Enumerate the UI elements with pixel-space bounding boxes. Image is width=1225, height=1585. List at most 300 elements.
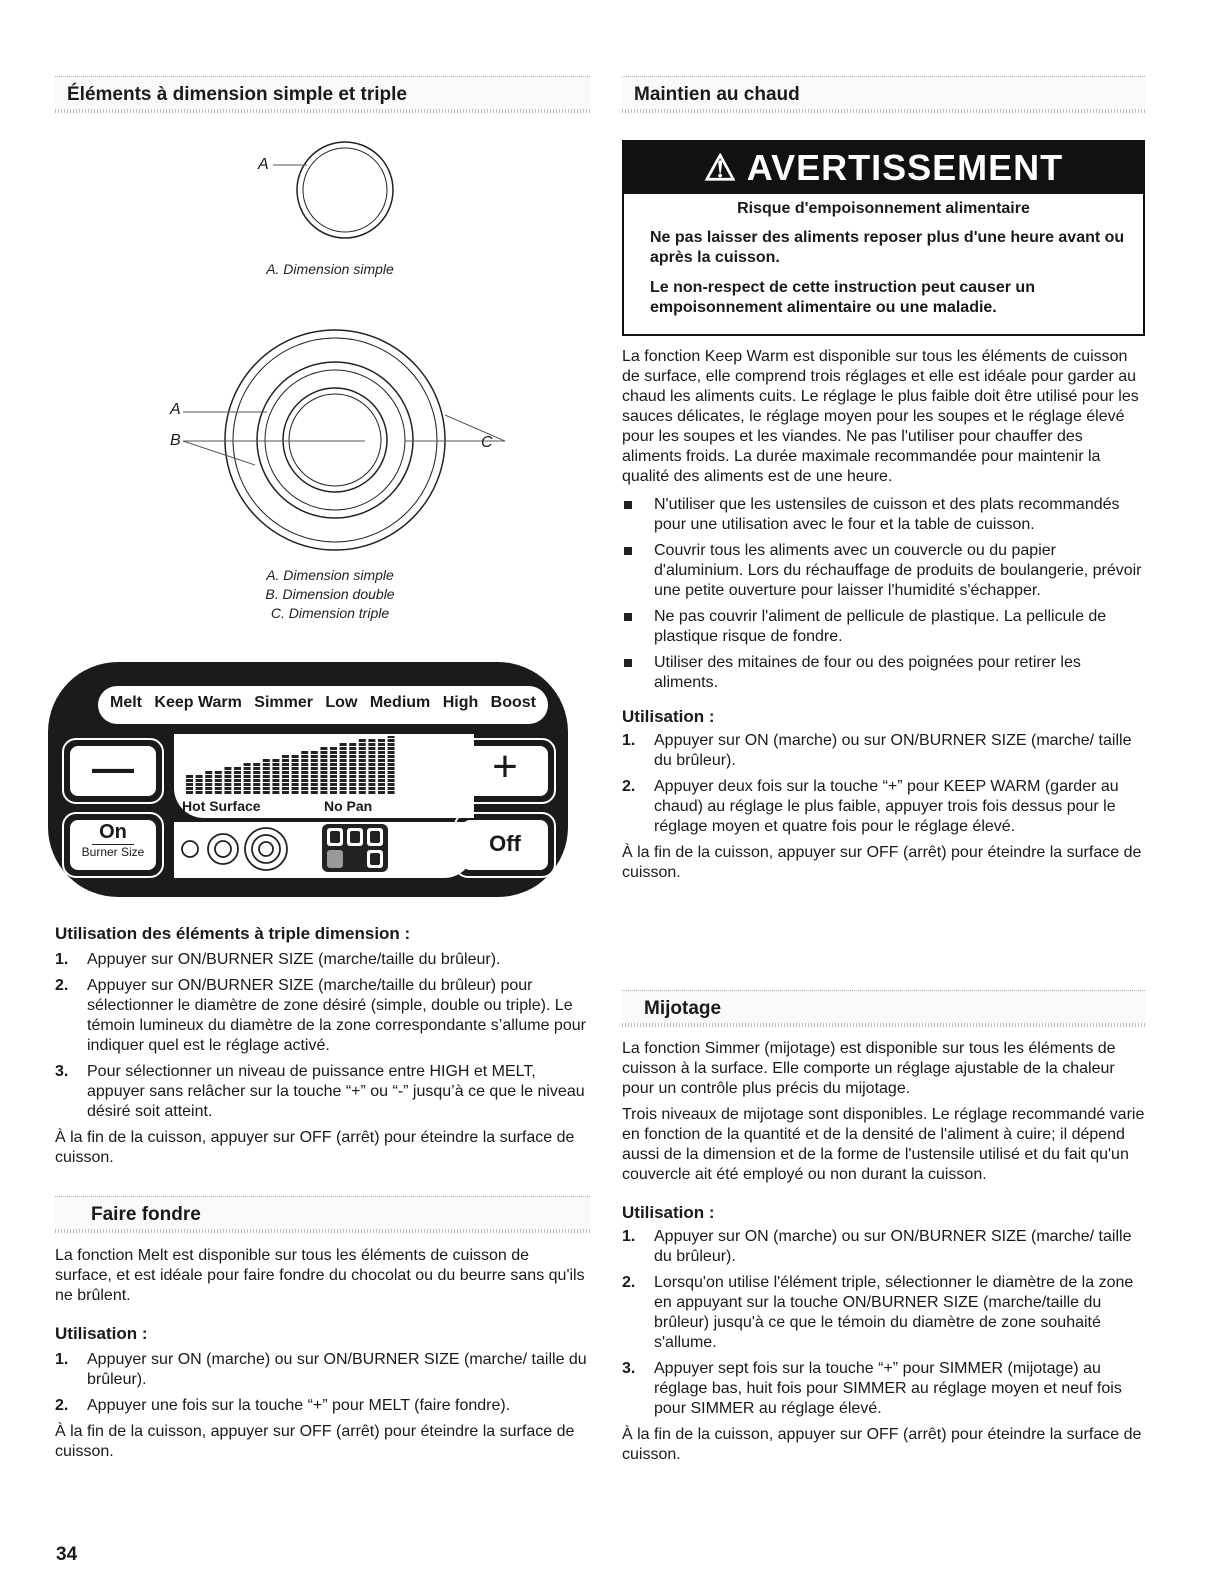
meter-segment: [340, 767, 347, 770]
meter-segment: [215, 775, 222, 778]
meter-segment: [330, 759, 337, 762]
control-panel: [48, 662, 568, 897]
meter-segment: [253, 791, 260, 794]
meter-segment: [263, 783, 270, 786]
meter-segment: [340, 751, 347, 754]
meter-segment: [234, 783, 241, 786]
meter-segment: [378, 775, 385, 778]
meter-segment: [349, 763, 356, 766]
meter-segment: [205, 783, 212, 786]
meter-segment: [224, 771, 231, 774]
section-title: Mijotage: [644, 998, 722, 1019]
meter-segment: [292, 771, 299, 774]
meter-segment: [253, 787, 260, 790]
meter-segment: [234, 771, 241, 774]
meter-segment: [388, 751, 395, 754]
use-title: Utilisation :: [622, 1203, 715, 1222]
meter-segment: [301, 755, 308, 758]
meter-segment: [253, 767, 260, 770]
meter-segment: [282, 771, 289, 774]
meter-segment: [320, 779, 327, 782]
warning-icon: ⚠: [703, 147, 738, 188]
list-item: 2. Lorsqu'on utilise l'élément triple, sélectionner le diamètre de la zone en appuyant sur la touche ON/BURNER SIZE (marche/taille du brûleur) jusqu'à ce que le témoin du diamètre de zone souhaité s'allume.: [622, 1274, 1134, 1351]
meter-segment: [292, 759, 299, 762]
meter-segment: [378, 755, 385, 758]
meter-segment: [320, 775, 327, 778]
melt-section: [55, 1246, 590, 1462]
meter-segment: [330, 771, 337, 774]
meter-segment: [215, 783, 222, 786]
meter-segment: [359, 775, 366, 778]
meter-segment: [359, 767, 366, 770]
meter-segment: [340, 779, 347, 782]
meter-segment: [292, 763, 299, 766]
meter-segment: [349, 771, 356, 774]
meter-segment: [388, 747, 395, 750]
meter-segment: [272, 767, 279, 770]
meter-segment: [263, 779, 270, 782]
meter-segment: [388, 771, 395, 774]
meter-segment: [320, 747, 327, 750]
meter-segment: [349, 755, 356, 758]
meter-segment: [292, 783, 299, 786]
meter-segment: [215, 771, 222, 774]
meter-segment: [311, 751, 318, 754]
meter-segment: [224, 775, 231, 778]
meter-segment: [388, 743, 395, 746]
meter-segment: [311, 787, 318, 790]
meter-segment: [378, 747, 385, 750]
meter-segment: [205, 771, 212, 774]
meter-segment: [282, 763, 289, 766]
meter-segment: [215, 779, 222, 782]
simmer-section: [622, 1039, 1145, 1465]
level-simmer: Simmer: [254, 694, 313, 711]
meter-segment: [292, 779, 299, 782]
list-item: N'utiliser que les ustensiles de cuisson et des plats recommandés pour une utilisation avec le four et la table de cuisson.: [622, 495, 1145, 535]
meter-segment: [349, 767, 356, 770]
meter-segment: [196, 791, 203, 794]
use-title: Utilisation :: [622, 707, 715, 726]
meter-segment: [263, 763, 270, 766]
warning-box: [622, 140, 1145, 336]
meter-segment: [244, 787, 251, 790]
meter-segment: [330, 783, 337, 786]
figure-caption-b: B. Dimension double: [265, 586, 395, 602]
meter-segment: [253, 763, 260, 766]
indicator-area: [174, 822, 474, 878]
level-high: High: [442, 694, 479, 711]
meter-segment: [205, 779, 212, 782]
section-header-melt: [55, 1196, 590, 1233]
meter-segment: [359, 779, 366, 782]
plus-icon: +: [462, 746, 548, 796]
simmer-p2: Trois niveaux de mijotage sont disponibles. Le réglage recommandé varie en fonction de la quantité et de la densité de l'aliment à cuire; il dépend aussi de la dimension et de la forme de l'ustensile utilisé et du fait qu'un couvercle ait été employé ou non durant la cuisson.: [622, 1106, 1145, 1183]
meter-segment: [186, 775, 193, 778]
meter-segment: [234, 767, 241, 770]
meter-segment: [368, 783, 375, 786]
meter-segment: [292, 787, 299, 790]
no-pan-grid-icon: [322, 824, 388, 874]
meter-segment: [330, 775, 337, 778]
section-header-keep-warm: [622, 76, 1145, 113]
meter-segment: [234, 787, 241, 790]
meter-segment: [330, 755, 337, 758]
meter-segment: [234, 791, 241, 794]
meter-segment: [349, 743, 356, 746]
meter-segment: [253, 771, 260, 774]
meter-segment: [244, 767, 251, 770]
meter-segment: [378, 743, 385, 746]
meter-segment: [282, 755, 289, 758]
meter-segment: [368, 767, 375, 770]
meter-segment: [282, 767, 289, 770]
meter-segment: [311, 755, 318, 758]
meter-segment: [244, 763, 251, 766]
section-header-elements: [55, 76, 590, 113]
triple-title: Utilisation des éléments à triple dimension :: [55, 924, 411, 943]
zone-indicator-icon: [178, 824, 298, 874]
meter-segment: [359, 747, 366, 750]
meter-segment: [186, 787, 193, 790]
meter-segment: [378, 739, 385, 742]
meter-segment: [368, 739, 375, 742]
simmer-steps: [622, 1227, 1145, 1419]
single-element-diagram: [245, 135, 405, 255]
meter-segment: [388, 767, 395, 770]
meter-segment: [282, 787, 289, 790]
meter-segment: [244, 779, 251, 782]
meter-segment: [272, 771, 279, 774]
meter-segment: [320, 763, 327, 766]
meter-segment: [388, 775, 395, 778]
meter-segment: [263, 791, 270, 794]
meter-segment: [301, 787, 308, 790]
meter-segment: [378, 779, 385, 782]
burner-size-label: Burner Size: [81, 845, 145, 859]
meter-segment: [320, 783, 327, 786]
label-b: B: [170, 432, 181, 449]
meter-segment: [330, 791, 337, 794]
hot-surface-label: Hot Surface: [182, 798, 261, 814]
meter-segment: [292, 791, 299, 794]
warning-text-2: Le non-respect de cette instruction peut causer un empoisonnement alimentaire ou une maladie.: [650, 279, 1035, 316]
meter-segment: [205, 787, 212, 790]
meter-segment: [196, 783, 203, 786]
display-area: [174, 734, 474, 818]
section-title: Faire fondre: [91, 1204, 201, 1225]
off-label: Off: [462, 820, 548, 870]
meter-segment: [388, 783, 395, 786]
meter-segment: [292, 767, 299, 770]
meter-segment: [359, 783, 366, 786]
meter-segment: [368, 791, 375, 794]
list-item: 1. Appuyer sur ON (marche) ou sur ON/BURNER SIZE (marche/ taille du brûleur).: [622, 732, 1132, 769]
meter-segment: [349, 747, 356, 750]
list-item: 3. Pour sélectionner un niveau de puissance entre HIGH et MELT, appuyer sans relâcher sur la touche “+” ou “-” jusqu’à ce que le niveau désiré soit atteint.: [55, 1063, 585, 1120]
meter-segment: [349, 775, 356, 778]
meter-segment: [272, 787, 279, 790]
meter-segment: [301, 763, 308, 766]
meter-segment: [301, 775, 308, 778]
meter-segment: [311, 779, 318, 782]
meter-segment: [244, 791, 251, 794]
list-item: Couvrir tous les aliments avec un couvercle ou du papier d'aluminium. Lors du réchauffage de produits de boulangerie, prévoir une petite ouverture pour laisser l'humidité s'échapper.: [622, 541, 1145, 601]
meter-segment: [340, 771, 347, 774]
meter-segment: [224, 791, 231, 794]
meter-segment: [368, 747, 375, 750]
meter-segment: [368, 743, 375, 746]
list-item: Ne pas couvrir l'aliment de pellicule de plastique. La pellicule de plastique risque de fondre.: [622, 607, 1145, 647]
meter-segment: [368, 775, 375, 778]
triple-steps: [55, 950, 590, 1122]
meter-segment: [368, 759, 375, 762]
warning-banner-text: AVERTISSEMENT: [746, 147, 1064, 188]
meter-segment: [186, 783, 193, 786]
keep-warm-intro: La fonction Keep Warm est disponible sur tous les éléments de cuisson de surface, elle comprend trois réglages et elle est idéale pour garder au chaud les aliments cuits. Le réglage le plus faible doit être utilisé pour les sauces délicates, le réglage moyen pour les soupes et le réglage élevé pour les soupes et les viandes. Ne pas l'utiliser pour chauffer des aliments froids. La durée maximale recommandée pour maintenir la qualité des aliments est de une heure.: [622, 348, 1139, 485]
level-boost: Boost: [490, 694, 536, 711]
keep-warm-steps: [622, 731, 1145, 837]
meter-segment: [272, 759, 279, 762]
meter-segment: [359, 743, 366, 746]
meter-segment: [301, 771, 308, 774]
meter-segment: [368, 763, 375, 766]
meter-segment: [253, 783, 260, 786]
meter-segment: [349, 787, 356, 790]
meter-segment: [263, 767, 270, 770]
meter-segment: [349, 751, 356, 754]
plus-button[interactable]: [454, 738, 556, 804]
list-item: 1. Appuyer sur ON (marche) ou sur ON/BURNER SIZE (marche/ taille du brûleur).: [55, 1351, 587, 1388]
meter-segment: [263, 775, 270, 778]
meter-segment: [368, 779, 375, 782]
meter-segment: [282, 779, 289, 782]
meter-segment: [282, 775, 289, 778]
meter-segment: [359, 755, 366, 758]
meter-segment: [196, 779, 203, 782]
no-pan-label: No Pan: [324, 798, 373, 814]
meter-segment: [224, 779, 231, 782]
on-label: On: [92, 820, 134, 845]
meter-segment: [388, 739, 395, 742]
meter-segment: [244, 775, 251, 778]
meter-segment: [330, 751, 337, 754]
meter-segment: [224, 767, 231, 770]
label-a: A: [170, 401, 181, 418]
meter-segment: [388, 763, 395, 766]
meter-segment: [340, 787, 347, 790]
list-item: 2. Appuyer deux fois sur la touche “+” pour KEEP WARM (garder au chaud) au réglage le plus faible, appuyer trois fois dessus pour le réglage moyen et quatre fois pour le réglage élevé.: [622, 778, 1119, 835]
meter-segment: [224, 787, 231, 790]
meter-segment: [349, 759, 356, 762]
meter-segment: [186, 779, 193, 782]
meter-segment: [215, 791, 222, 794]
meter-segment: [368, 751, 375, 754]
warning-text-1: Ne pas laisser des aliments reposer plus d'une heure avant ou après la cuisson.: [650, 229, 1125, 266]
meter-segment: [378, 771, 385, 774]
meter-segment: [378, 767, 385, 770]
list-item: 1. Appuyer sur ON/BURNER SIZE (marche/taille du brûleur).: [55, 951, 501, 968]
meter-segment: [359, 787, 366, 790]
level-meter: [184, 736, 404, 796]
meter-segment: [378, 791, 385, 794]
meter-segment: [282, 783, 289, 786]
off-button[interactable]: [454, 812, 556, 878]
minus-button[interactable]: [62, 738, 164, 804]
meter-segment: [282, 791, 289, 794]
meter-segment: [301, 767, 308, 770]
meter-segment: [368, 787, 375, 790]
figure-caption: A. Dimension simple: [266, 261, 394, 277]
meter-segment: [282, 759, 289, 762]
meter-segment: [311, 775, 318, 778]
meter-segment: [272, 791, 279, 794]
meter-segment: [320, 787, 327, 790]
meter-segment: [320, 755, 327, 758]
meter-segment: [263, 771, 270, 774]
meter-segment: [292, 775, 299, 778]
figure-caption-c: C. Dimension triple: [270, 605, 390, 621]
use-title: Utilisation :: [55, 1324, 148, 1343]
keep-warm-body: [622, 347, 1145, 883]
meter-segment: [301, 759, 308, 762]
meter-segment: [311, 791, 318, 794]
meter-segment: [388, 736, 395, 738]
meter-segment: [272, 763, 279, 766]
meter-segment: [378, 783, 385, 786]
meter-segment: [330, 767, 337, 770]
meter-segment: [340, 763, 347, 766]
meter-segment: [272, 783, 279, 786]
triple-end: À la fin de la cuisson, appuyer sur OFF (arrêt) pour éteindre la surface de cuisson.: [55, 1129, 575, 1166]
list-item: 3. Appuyer sept fois sur la touche “+” pour SIMMER (mijotage) au réglage bas, huit fois pour SIMMER au réglage moyen et neuf fois pour SIMMER au réglage élevé.: [622, 1360, 1122, 1417]
figure-caption-a: A. Dimension simple: [266, 567, 394, 583]
meter-segment: [359, 739, 366, 742]
meter-segment: [359, 751, 366, 754]
meter-segment: [378, 763, 385, 766]
meter-segment: [224, 783, 231, 786]
meter-segment: [272, 779, 279, 782]
meter-segment: [301, 783, 308, 786]
meter-segment: [205, 791, 212, 794]
level-low: Low: [325, 694, 358, 711]
meter-segment: [340, 743, 347, 746]
meter-segment: [311, 767, 318, 770]
page-number: 34: [56, 1544, 78, 1565]
meter-segment: [272, 775, 279, 778]
level-medium: Medium: [369, 694, 431, 711]
level-melt: Melt: [110, 694, 142, 711]
label-a: A: [258, 156, 269, 173]
meter-segment: [388, 759, 395, 762]
meter-segment: [320, 791, 327, 794]
meter-segment: [253, 779, 260, 782]
list-item: 2. Appuyer sur ON/BURNER SIZE (marche/taille du brûleur) pour sélectionner le diamètre de zone désiré (simple, double ou triple). Le témoin lumineux du diamètre de la zone correspondante s’allume pour indiquer quel est le réglage activé.: [55, 977, 586, 1054]
meter-segment: [349, 783, 356, 786]
meter-segment: [330, 747, 337, 750]
meter-segment: [320, 767, 327, 770]
meter-segment: [292, 755, 299, 758]
meter-segment: [340, 755, 347, 758]
meter-segment: [263, 787, 270, 790]
meter-segment: [186, 791, 193, 794]
meter-segment: [330, 787, 337, 790]
meter-segment: [359, 791, 366, 794]
meter-segment: [388, 791, 395, 794]
meter-segment: [311, 771, 318, 774]
meter-segment: [340, 775, 347, 778]
meter-segment: [196, 787, 203, 790]
meter-segment: [378, 751, 385, 754]
meter-segment: [340, 759, 347, 762]
level-keep-warm: Keep Warm: [154, 694, 242, 711]
meter-segment: [244, 771, 251, 774]
meter-segment: [301, 779, 308, 782]
meter-segment: [196, 775, 203, 778]
meter-segment: [359, 759, 366, 762]
meter-segment: [311, 783, 318, 786]
section-title: Éléments à dimension simple et triple: [67, 84, 407, 105]
meter-segment: [349, 791, 356, 794]
meter-segment: [253, 775, 260, 778]
meter-segment: [320, 759, 327, 762]
warning-banner: [624, 142, 1143, 194]
meter-segment: [368, 771, 375, 774]
meter-segment: [359, 763, 366, 766]
meter-segment: [349, 779, 356, 782]
keep-warm-bullets: [622, 495, 1145, 693]
minus-icon: —: [70, 746, 156, 796]
keep-warm-end: À la fin de la cuisson, appuyer sur OFF (arrêt) pour éteindre la surface de cuisson.: [622, 844, 1142, 881]
meter-segment: [388, 787, 395, 790]
section-header-simmer: [622, 990, 1145, 1027]
meter-segment: [359, 771, 366, 774]
simmer-p1: La fonction Simmer (mijotage) est disponible sur tous les éléments de cuisson à la surface. Elle comporte un réglage ajustable de la chaleur pour un contrôle plus précis du mijotage.: [622, 1040, 1116, 1097]
meter-segment: [340, 791, 347, 794]
on-burner-size-button[interactable]: [62, 812, 164, 878]
meter-segment: [330, 779, 337, 782]
meter-segment: [244, 783, 251, 786]
meter-segment: [388, 755, 395, 758]
list-item: 2. Appuyer une fois sur la touche “+” pour MELT (faire fondre).: [55, 1397, 511, 1414]
meter-segment: [388, 779, 395, 782]
section-title: Maintien au chaud: [634, 84, 800, 105]
warning-subtitle: Risque d'empoisonnement alimentaire: [737, 200, 1030, 217]
list-item: Utiliser des mitaines de four ou des poignées pour retirer les aliments.: [622, 653, 1145, 693]
melt-steps: [55, 1350, 590, 1416]
level-strip: [98, 686, 548, 724]
meter-segment: [368, 755, 375, 758]
meter-segment: [215, 787, 222, 790]
meter-segment: [378, 787, 385, 790]
list-item: 1. Appuyer sur ON (marche) ou sur ON/BURNER SIZE (marche/ taille du brûleur).: [622, 1228, 1132, 1265]
meter-segment: [205, 775, 212, 778]
melt-end: À la fin de la cuisson, appuyer sur OFF (arrêt) pour éteindre la surface de cuisson.: [55, 1423, 575, 1460]
meter-segment: [301, 791, 308, 794]
meter-segment: [378, 759, 385, 762]
meter-segment: [340, 747, 347, 750]
meter-segment: [311, 763, 318, 766]
simmer-end: À la fin de la cuisson, appuyer sur OFF (arrêt) pour éteindre la surface de cuisson.: [622, 1426, 1142, 1463]
meter-segment: [340, 783, 347, 786]
meter-segment: [320, 771, 327, 774]
triple-element-diagram: [165, 325, 505, 565]
meter-segment: [263, 759, 270, 762]
meter-segment: [330, 763, 337, 766]
meter-segment: [320, 751, 327, 754]
melt-intro: La fonction Melt est disponible sur tous les éléments de cuisson de surface, et est idéale pour faire fondre du chocolat ou du beurre sans qu'ils ne brûlent.: [55, 1247, 585, 1304]
label-c: C: [481, 434, 493, 451]
